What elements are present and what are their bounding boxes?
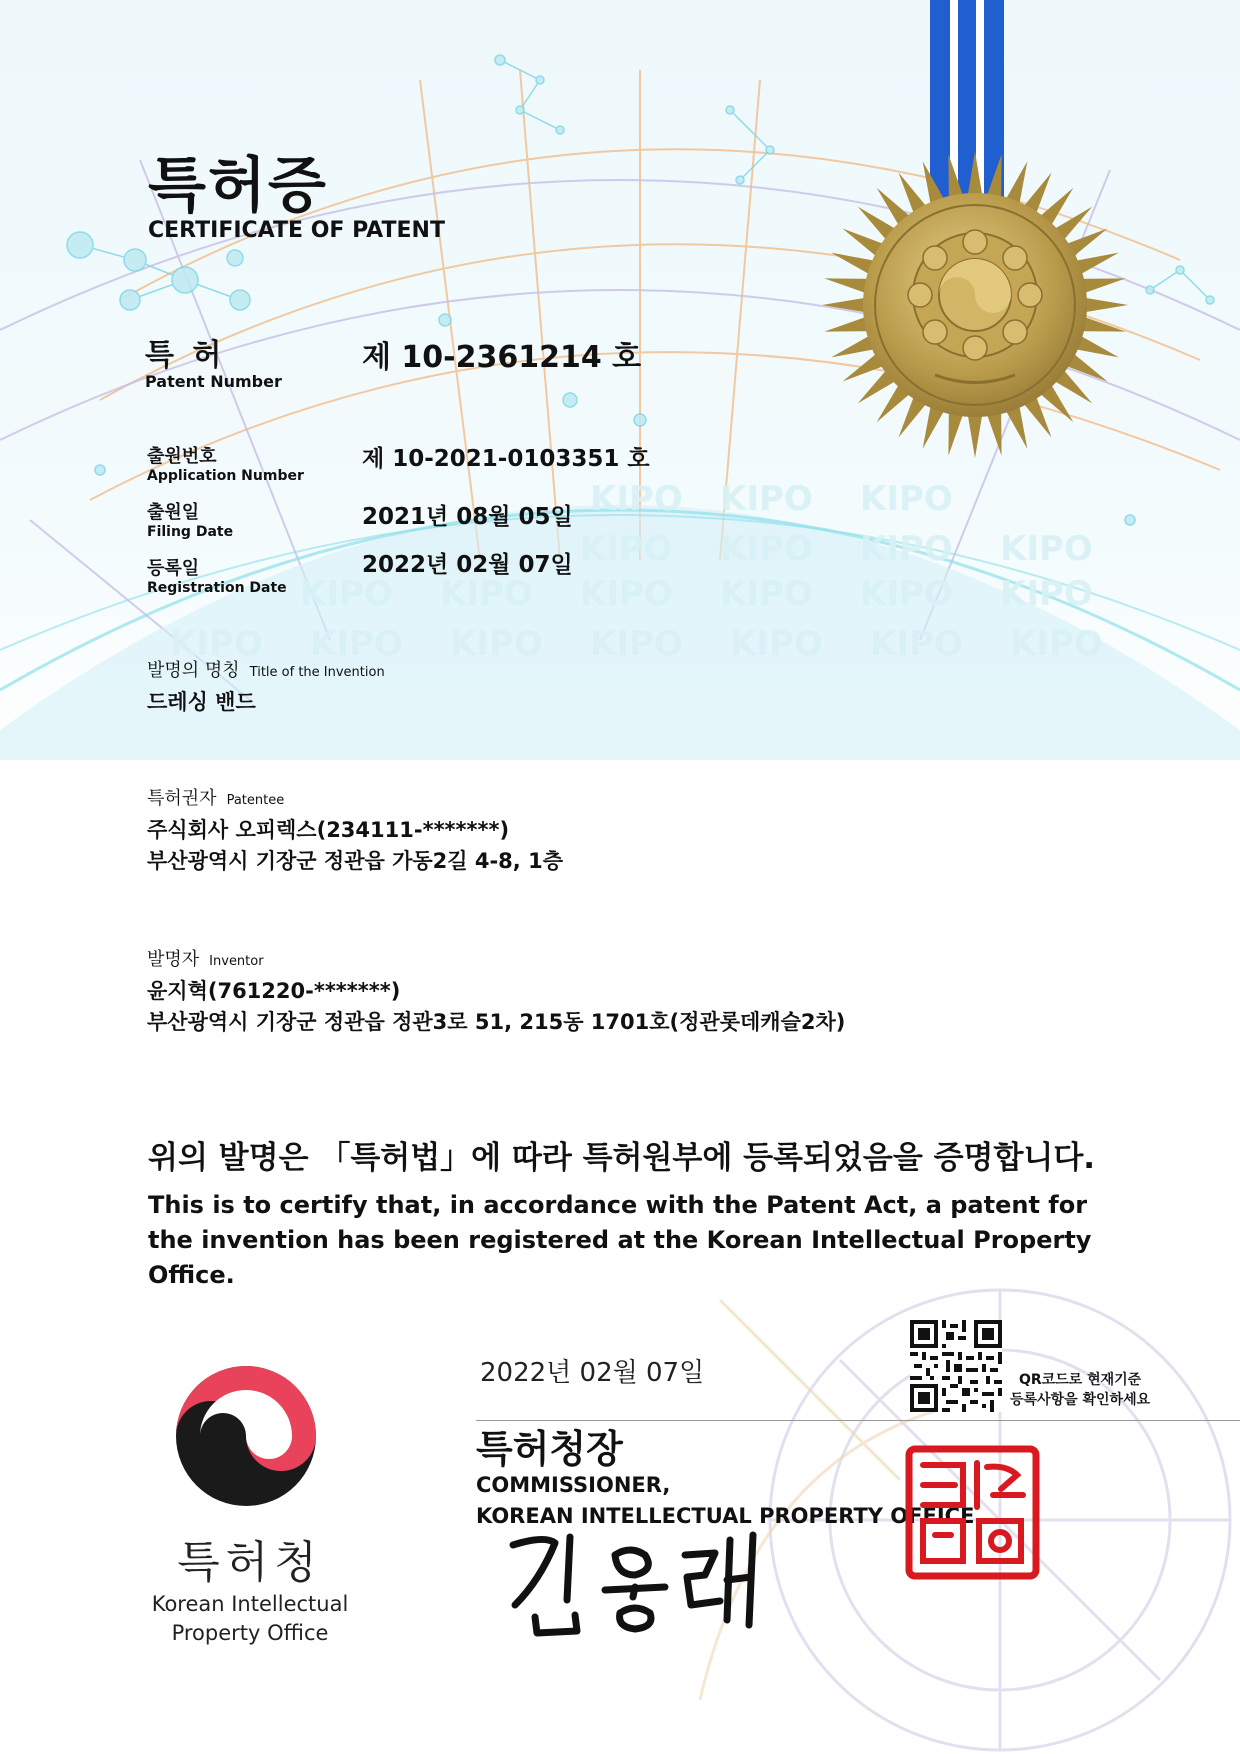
watermark-kipo: KIPO [440, 574, 533, 614]
watermark-kipo: KIPO [590, 624, 683, 664]
registration-date-value: 2022년 02월 07일 [362, 552, 573, 578]
patentee-label: 특허권자 [147, 788, 217, 809]
watermark-kipo: KIPO [860, 479, 953, 519]
certification-statement-en: This is to certify that, in accordance with the Patent Act, a patent for the invention has been registered at the Korean Intellectual Property Office. [148, 1191, 1092, 1289]
inventor-name: 윤지혁(761220-*******) [147, 979, 401, 1003]
watermark-kipo: KIPO [580, 574, 673, 614]
watermark-kipo: KIPO [300, 574, 393, 614]
watermark-kipo: KIPO [1000, 574, 1093, 614]
patentee-section-label [147, 784, 284, 810]
watermark-kipo: KIPO [1010, 624, 1103, 664]
patent-number-value: 제 10-2361214 호 [362, 340, 642, 375]
commissioner-en-line2: KOREAN INTELLECTUAL PROPERTY OFFICE [476, 1504, 975, 1528]
watermark-kipo: KIPO [870, 624, 963, 664]
watermark-kipo: KIPO [860, 574, 953, 614]
patentee-label-en: Patentee [226, 793, 285, 808]
qr-note [1010, 1370, 1150, 1410]
kipo-name: 특허청 [177, 1537, 323, 1588]
patentee-name: 주식회사 오피렉스(234111-*******) [147, 818, 510, 842]
patent-number-label-en: Patent Number [145, 372, 282, 391]
signature-icon [505, 1525, 775, 1640]
invention-label-en: Title of the Invention [249, 665, 385, 680]
watermark-kipo: KIPO [730, 624, 823, 664]
commissioner-title-en [476, 1470, 974, 1532]
filing-date-label-en: Filing Date [147, 524, 234, 540]
watermark-kipo: KIPO [720, 479, 813, 519]
filing-date-value: 2021년 08월 05일 [362, 504, 573, 530]
watermark-kipo: KIPO [1000, 529, 1093, 569]
certificate-title-en: CERTIFICATE OF PATENT [148, 218, 445, 243]
filing-date-label: 출원일 [147, 502, 200, 523]
watermark-kipo: KIPO [450, 624, 543, 664]
qr-note-line1: QR코드로 현재기준 [1018, 1372, 1142, 1388]
inventor-section-label [147, 945, 264, 971]
watermark-kipo: KIPO [720, 574, 813, 614]
watermark-kipo: KIPO [720, 529, 813, 569]
inventor-label: 발명자 [147, 949, 200, 970]
commissioner-title: 특허청장 [476, 1427, 623, 1471]
inventor-address: 부산광역시 기장군 정관읍 정관3로 51, 215동 1701호(정관롯데캐슬2차) [147, 1010, 846, 1034]
issue-date: 2022년 02월 07일 [480, 1358, 705, 1388]
watermark-kipo: KIPO [860, 529, 953, 569]
invention-title: 드레싱 밴드 [147, 690, 256, 714]
application-number-value: 제 10-2021-0103351 호 [362, 446, 650, 472]
inventor-label-en: Inventor [209, 954, 264, 969]
invention-label: 발명의 명칭 [147, 660, 240, 681]
watermark-kipo: KIPO [580, 529, 673, 569]
application-number-label-en: Application Number [147, 468, 304, 484]
qr-code-icon [910, 1320, 1002, 1412]
watermark-kipo: KIPO [310, 624, 403, 664]
gold-seal-icon [820, 150, 1130, 460]
watermark-kipo: KIPO [170, 624, 263, 664]
patentee-address: 부산광역시 기장군 정관읍 가동2길 4-8, 1층 [147, 849, 563, 873]
watermark-kipo: KIPO [590, 479, 683, 519]
certification-statement-ko: 위의 발명은 「특허법」에 따라 특허원부에 등록되었음을 증명합니다. [148, 1140, 1096, 1176]
kipo-name-en: Korean Intellectual Property Office [151, 1592, 349, 1645]
kipo-logo-icon [172, 1362, 320, 1510]
application-number-label: 출원번호 [147, 446, 217, 467]
official-stamp-icon [905, 1445, 1040, 1580]
qr-note-line2: 등록사항을 확인하세요 [1010, 1392, 1151, 1408]
patent-number-label: 특 허 [145, 338, 226, 373]
certificate-title: 특허증 [148, 151, 328, 221]
registration-date-label-en: Registration Date [147, 580, 287, 596]
registration-date-label: 등록일 [147, 558, 200, 579]
commissioner-en-line1: COMMISSIONER, [476, 1473, 671, 1497]
invention-section-label [147, 656, 385, 682]
